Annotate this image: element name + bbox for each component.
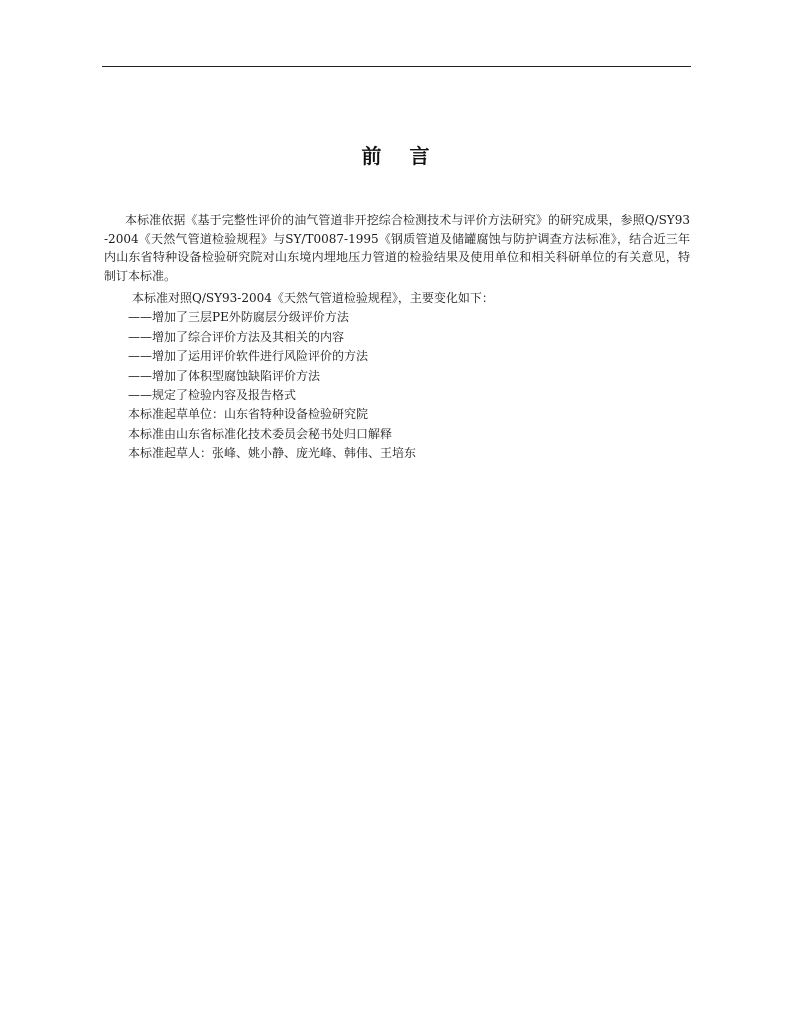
list-item: ——增加了三层PE外防腐层分级评价方法 bbox=[128, 310, 349, 325]
changes-heading: 本标准对照Q/SY93-2004《天然气管道检验规程》，主要变化如下： bbox=[132, 291, 494, 305]
body-lines bbox=[104, 289, 690, 464]
list-item: ——规定了检验内容及报告格式 bbox=[128, 388, 297, 403]
page-title: 前言 bbox=[361, 144, 458, 168]
list-item: ——增加了体积型腐蚀缺陷评价方法 bbox=[128, 368, 321, 383]
list-item: ——增加了综合评价方法及其相关的内容 bbox=[128, 329, 345, 344]
intro-paragraph: 本标准依据《基于完整性评价的油气管道非开挖综合检测技术与评价方法研究》的研究成果，参照Q/SY93-2004《天然气管道检验规程》与SY/T0087-1995《钢质管道及储罐腐蚀与防护调查方法标准》，结合近三年内山东省特种设备检验研究院对山东境内埋地压力管道的检验结果及使用单位和相关科研单位的有关意见，特制订本标准。 bbox=[104, 213, 690, 283]
list-item: ——增加了运用评价软件进行风险评价的方法 bbox=[128, 349, 369, 364]
drafters: 本标准起草人：张峰、姚小静、庞光峰、韩伟、王培东 bbox=[128, 446, 417, 461]
interpretation-note: 本标准由山东省标准化技术委员会秘书处归口解释 bbox=[128, 426, 393, 441]
header-rule bbox=[102, 66, 691, 67]
drafting-unit: 本标准起草单位：山东省特种设备检验研究院 bbox=[128, 407, 369, 422]
